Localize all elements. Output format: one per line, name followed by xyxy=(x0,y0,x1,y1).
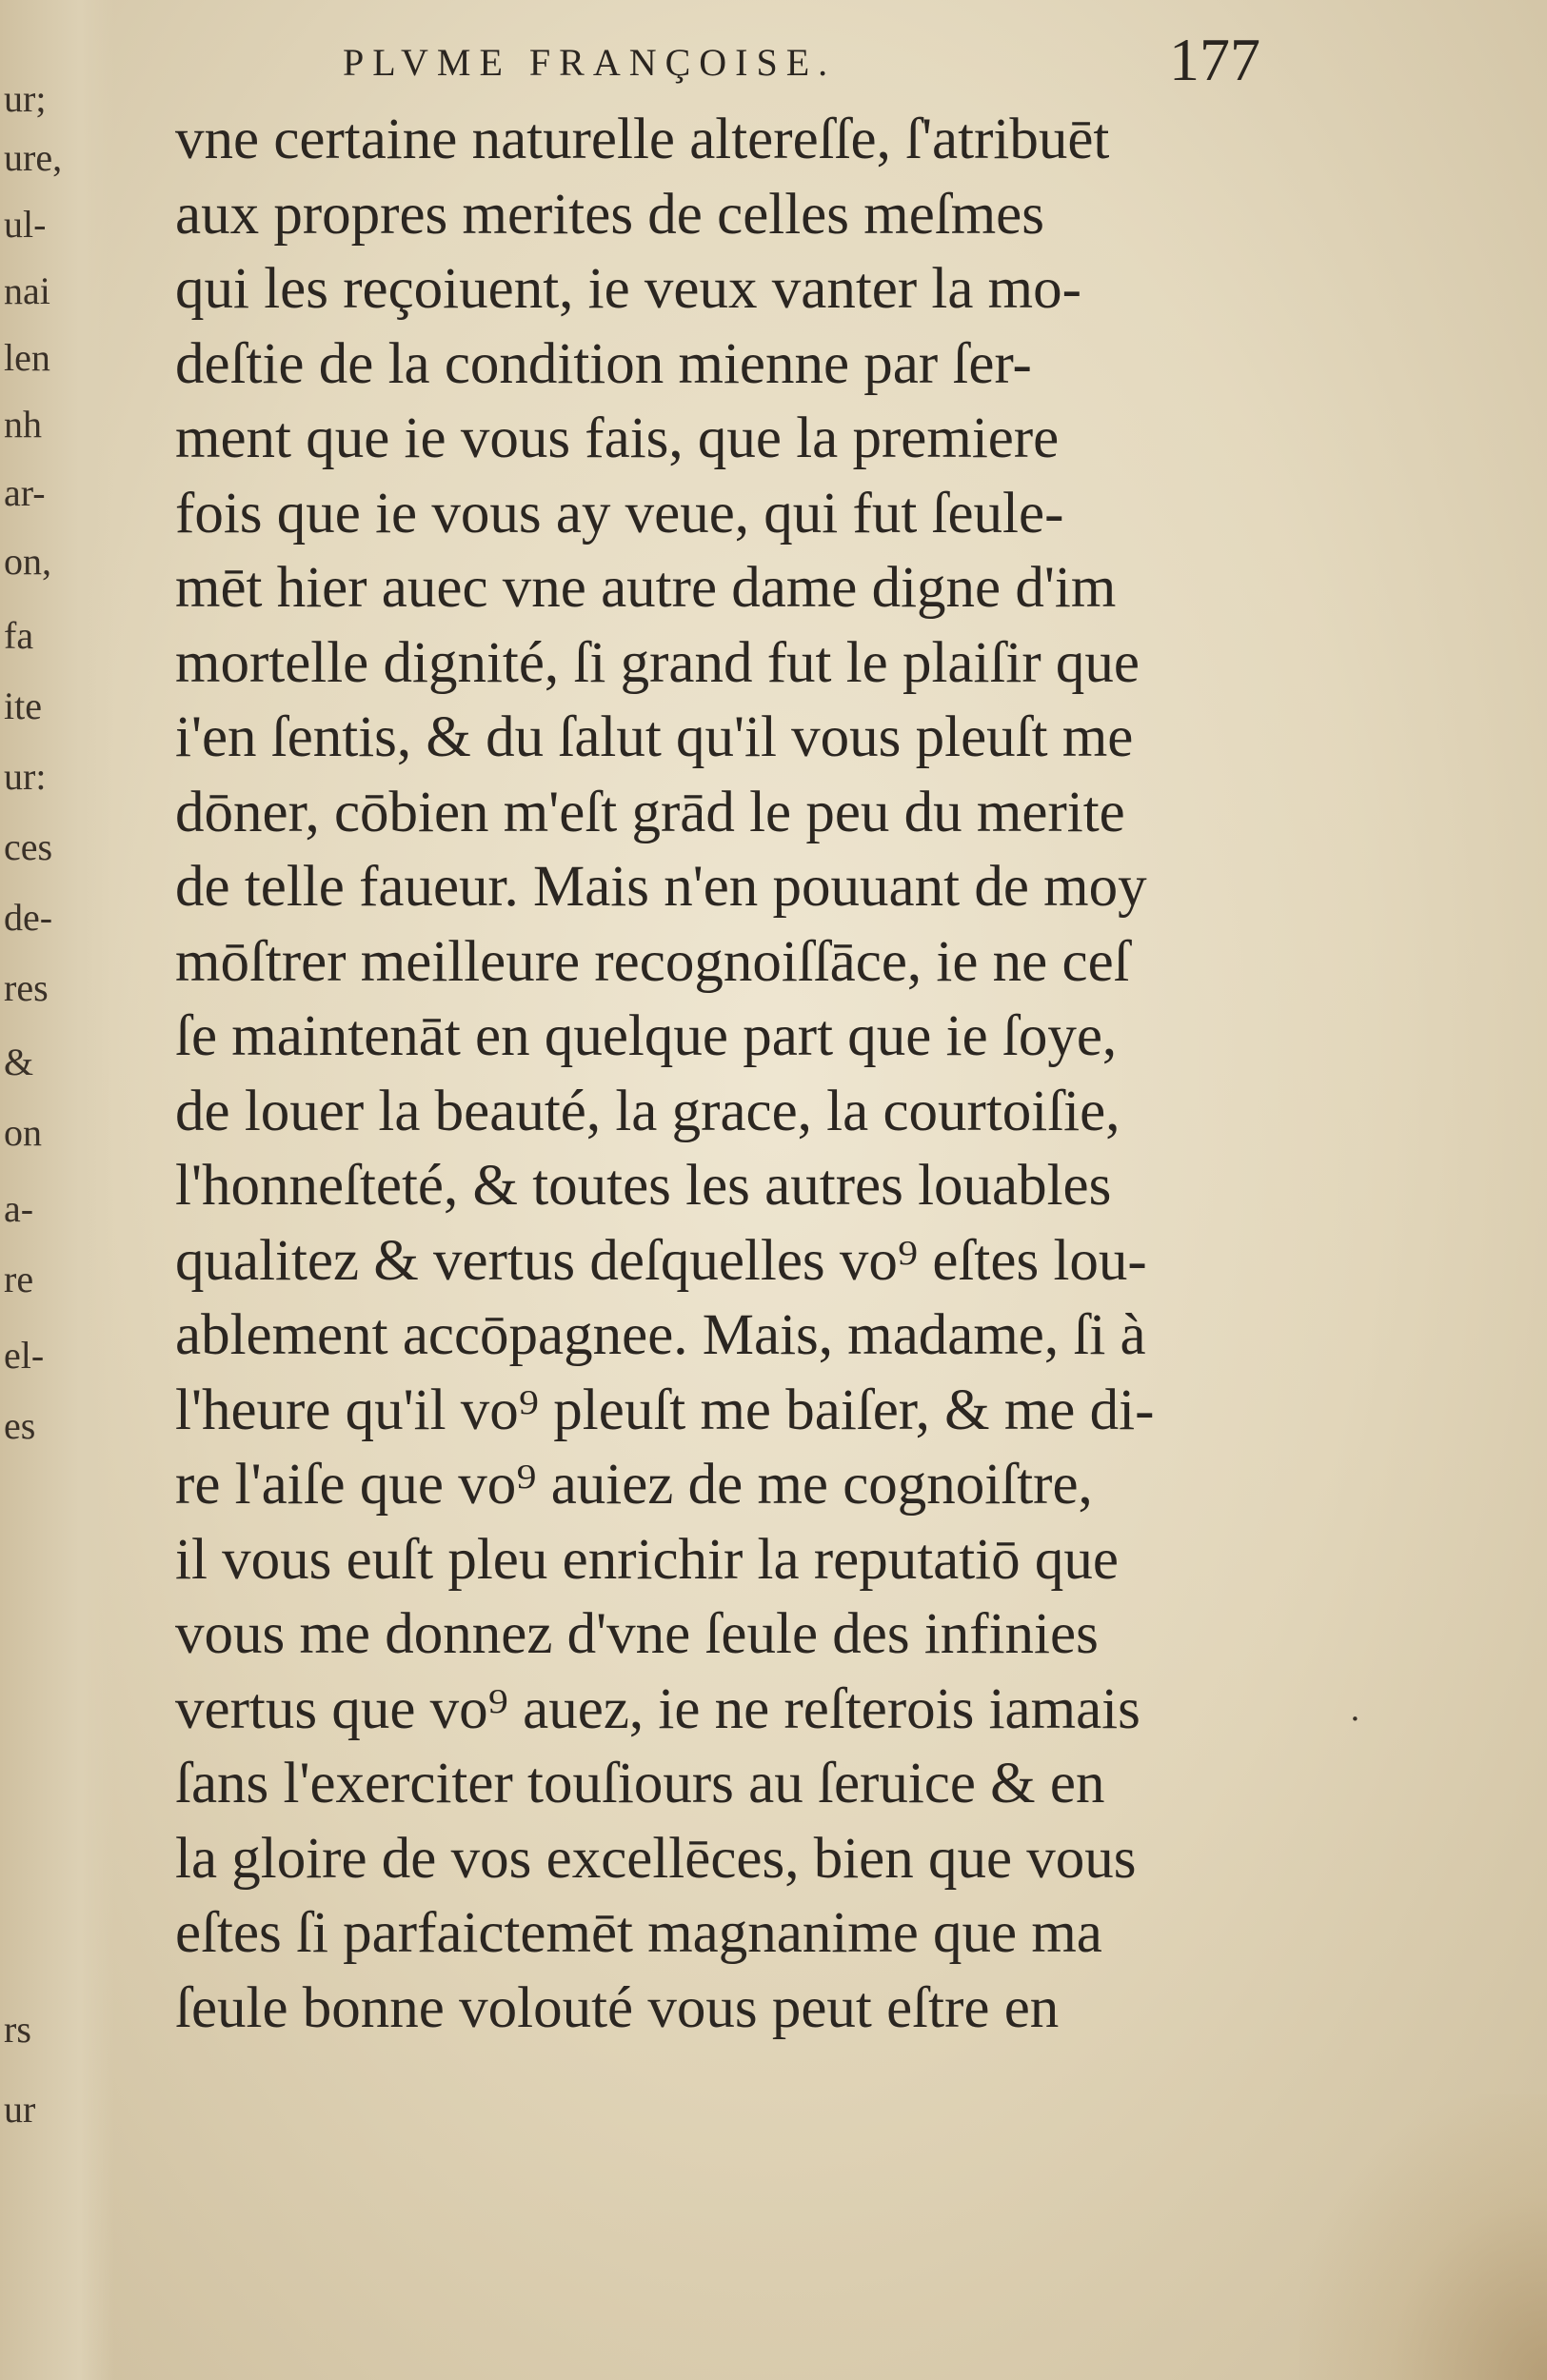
running-head: PLVME FRANÇOISE. xyxy=(343,41,837,84)
text-line: vne certaine naturelle altereſſe, ſ'atribuēt xyxy=(175,108,1110,171)
text-line: vertus que vo⁹ auez, ie ne reſterois iamais xyxy=(175,1676,1140,1741)
text-line: qualitez & vertus deſquelles vo⁹ eſtes lou- xyxy=(175,1228,1147,1293)
page-number: 177 xyxy=(1169,26,1260,93)
text-line: de louer la beauté, la grace, la courtoiſie, xyxy=(175,1079,1121,1143)
gutter-fragment: ite xyxy=(4,687,42,725)
text-line: qui les reçoiuent, ie veux vanter la mo- xyxy=(175,257,1081,321)
text-line: ſeule bonne volouté vous peut eſtre en xyxy=(175,1975,1060,2040)
gutter-fragment: nai xyxy=(4,272,50,310)
gutter-fragment: fa xyxy=(4,617,34,655)
text-line: eſtes ſi parfaictemēt magnanime que ma xyxy=(175,1901,1102,1965)
facing-page-gutter xyxy=(0,0,114,2380)
text-line: vous me donnez d'vne ſeule des infinies xyxy=(175,1602,1099,1666)
text-line: mōſtrer meilleure recognoiſſāce, ie ne ceſ xyxy=(175,929,1130,994)
gutter-fragment: len xyxy=(4,339,50,377)
text-line: ſans l'exerciter touſiours au ſeruice & en xyxy=(175,1752,1105,1815)
text-line: mortelle dignité, ſi grand fut le plaiſir que xyxy=(175,630,1140,695)
gutter-fragment: rs xyxy=(4,2011,31,2049)
text-line: re l'aiſe que vo⁹ auiez de me cognoiſtre, xyxy=(175,1453,1093,1517)
text-line: l'heure qu'il vo⁹ pleuſt me baiſer, & me di- xyxy=(175,1378,1155,1442)
gutter-fragment: on, xyxy=(4,543,51,581)
text-line: ment que ie vous fais, que la premiere xyxy=(175,407,1060,470)
gutter-fragment: ul- xyxy=(4,206,47,244)
gutter-fragment: ces xyxy=(4,828,53,866)
gutter-fragment: el- xyxy=(4,1337,45,1375)
gutter-fragment: ur: xyxy=(4,758,47,796)
text-line: il vous euſt pleu enrichir la reputatiō que xyxy=(175,1527,1119,1592)
gutter-fragment: on xyxy=(4,1114,42,1152)
gutter-fragment: ur xyxy=(4,2091,36,2129)
text-line: l'honneſteté, & toutes les autres louables xyxy=(175,1154,1112,1218)
paper-stain xyxy=(1299,2094,1547,2380)
gutter-fragment: a- xyxy=(4,1190,34,1228)
gutter-fragment: res xyxy=(4,969,49,1007)
gutter-fragment: de- xyxy=(4,899,53,937)
text-line: fois que ie vous ay veue, qui fut ſeule- xyxy=(175,481,1064,545)
gutter-fragment: ar- xyxy=(4,474,46,512)
gutter-fragment: re xyxy=(4,1260,34,1299)
gutter-fragment: ure, xyxy=(4,139,63,177)
text-line: mēt hier auec vne autre dame digne d'im xyxy=(175,556,1117,620)
text-line: ſe maintenāt en quelque part que ie ſoye, xyxy=(175,1004,1118,1068)
gutter-fragment: nh xyxy=(4,406,42,444)
text-line: dōner, cōbien m'eſt grād le peu du merite xyxy=(175,780,1125,844)
gutter-fragment: & xyxy=(4,1043,34,1081)
text-line: aux propres merites de celles meſmes xyxy=(175,182,1044,247)
margin-mark: · xyxy=(1350,1700,1360,1738)
text-line: de telle faueur. Mais n'en pouuant de moy xyxy=(175,855,1147,919)
text-line: ablement accōpagnee. Mais, madame, ſi à xyxy=(175,1303,1146,1367)
body-text xyxy=(175,103,1337,2046)
text-line: deſtie de la condition mienne par ſer- xyxy=(175,331,1032,396)
gutter-fragment: ur; xyxy=(4,80,47,118)
gutter-fragment: es xyxy=(4,1407,36,1445)
text-line: i'en ſentis, & du ſalut qu'il vous pleuſt me xyxy=(175,705,1134,769)
text-line: la gloire de vos excellēces, bien que vous xyxy=(175,1826,1137,1891)
